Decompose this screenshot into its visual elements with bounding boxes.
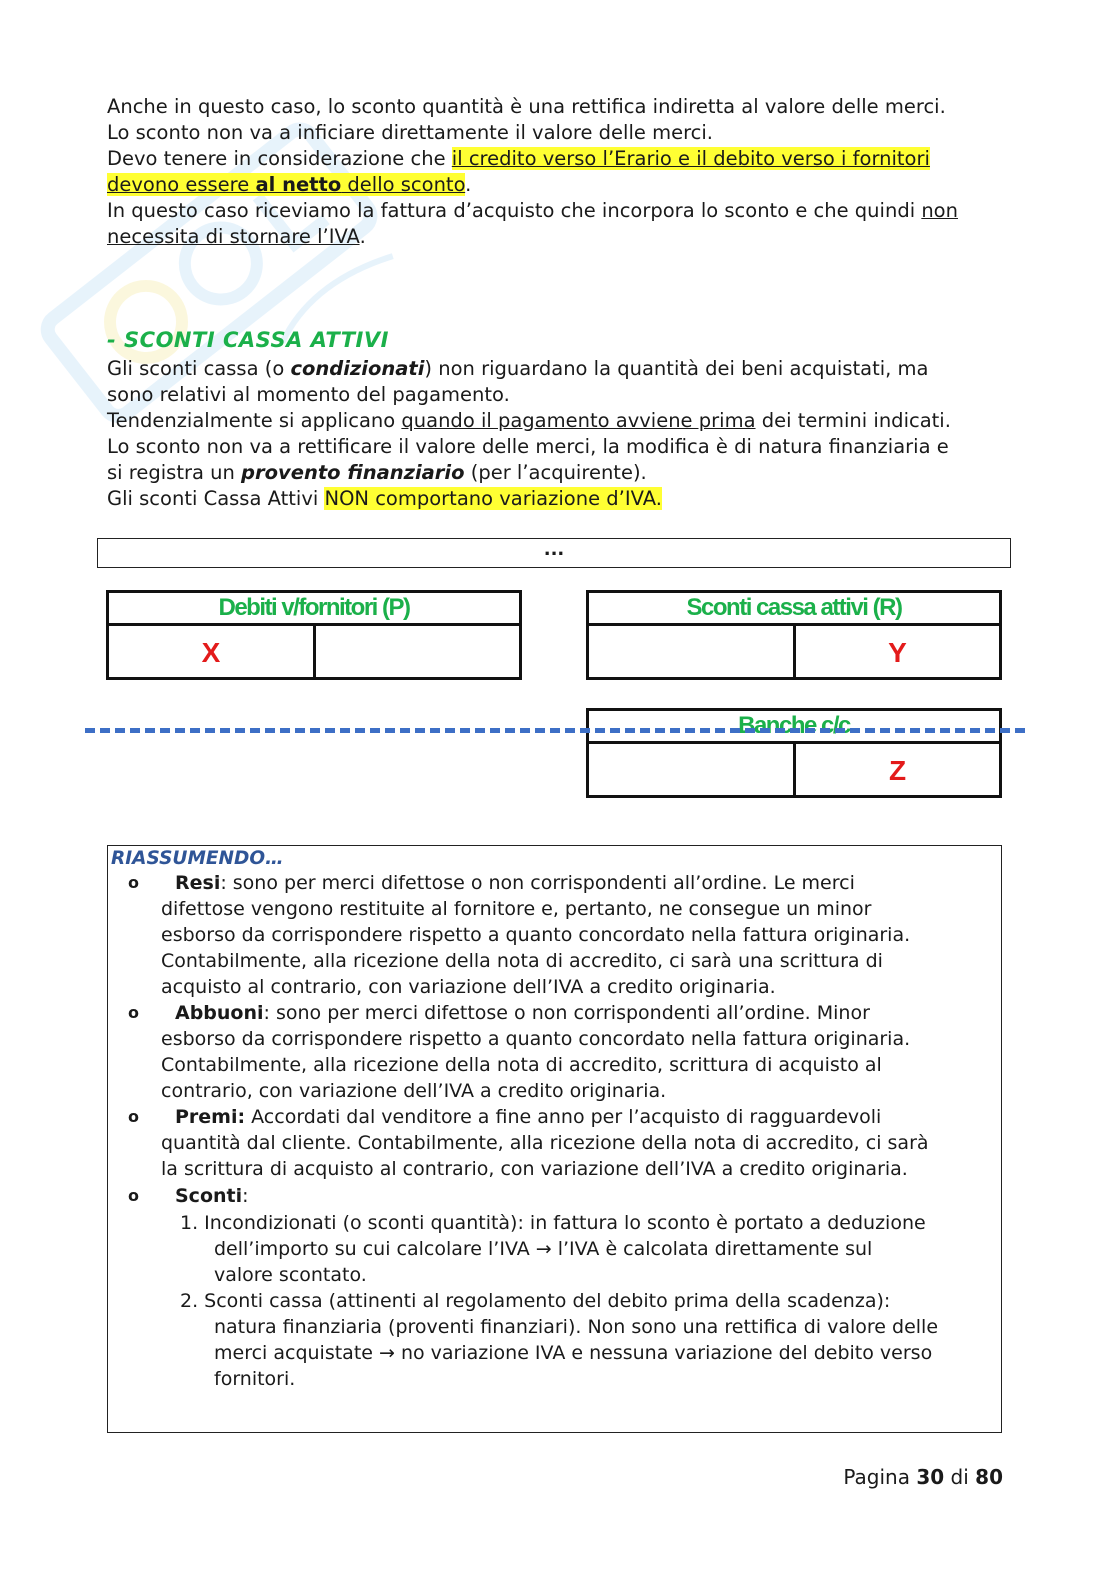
section-heading: - SCONTI CASSA ATTIVI <box>107 328 389 352</box>
section-line-3-post: dei termini indicati. <box>755 409 951 432</box>
summary-item-sconti <box>161 1183 996 1209</box>
intro-line-6 <box>107 224 1007 250</box>
item-text: esborso da corrispondere rispetto a quanto concordato nella fattura originaria. <box>161 1028 911 1050</box>
intro-line-6-post: . <box>359 225 366 248</box>
t-account-credit: Z <box>793 741 1002 798</box>
summary-item-premi <box>161 1104 996 1182</box>
section-line-5-post: (per l’acquirente). <box>464 461 647 484</box>
item-text: quantità dal cliente. Contabilmente, alla ricezione della nota di accredito, ci sarà <box>161 1132 929 1154</box>
sub-text: 2. Sconti cassa (attinenti al regolamento del debito prima della scadenza): <box>180 1290 891 1312</box>
bullet-icon: o <box>128 873 139 892</box>
t-account-credit: Y <box>793 623 1002 680</box>
t-account-debiti-fornitori <box>106 590 522 683</box>
intro-line-6-underline: necessita di stornare l’IVA <box>107 225 360 248</box>
page-footer <box>843 1465 1003 1489</box>
dashed-separator <box>85 728 1025 733</box>
section-line-1 <box>107 356 1007 382</box>
summary-item-resi <box>161 870 996 1000</box>
item-text: Contabilmente, alla ricezione della nota di accredito, scrittura di acquisto al <box>161 1054 882 1076</box>
page-number: 30 <box>916 1465 945 1489</box>
t-account-banche <box>586 708 1002 801</box>
t-account-credit <box>313 623 522 680</box>
journal-entry-box <box>97 538 1011 568</box>
section-line-2: sono relativi al momento del pagamento. <box>107 383 510 406</box>
item-text: Contabilmente, alla ricezione della nota di accredito, ci sarà una scrittura di <box>161 950 883 972</box>
intro-line-4-post: . <box>465 173 472 196</box>
item-text: : <box>242 1185 249 1207</box>
bullet-icon: o <box>128 1186 139 1205</box>
sub-text: natura finanziaria (proventi finanziari). Non sono una rettifica di valore delle <box>214 1316 939 1338</box>
item-label: Sconti <box>175 1185 243 1207</box>
t-account-sconti-cassa <box>586 590 1002 683</box>
section-line-4: Lo sconto non va a rettificare il valore delle merci, la modifica è di natura finanziaria e <box>107 435 949 458</box>
sub-text: fornitori. <box>214 1368 296 1390</box>
intro-line-2: Lo sconto non va a inficiare direttamente il valore delle merci. <box>107 121 714 144</box>
sconti-sub-1 <box>180 1210 1000 1288</box>
sub-text: merci acquistate → no variazione IVA e nessuna variazione del debito verso <box>214 1342 933 1364</box>
item-text: : sono per merci difettose o non corrispondenti all’ordine. Le merci <box>220 872 855 894</box>
summary-item-abbuoni <box>161 1000 996 1104</box>
t-account-debit <box>586 623 796 680</box>
t-account-debit <box>586 741 796 798</box>
item-text: difettose vengono restituite al fornitore e, pertanto, ne consegue un minor <box>161 898 872 920</box>
highlight-netto <box>107 173 465 196</box>
summary-box <box>107 845 1002 1433</box>
bullet-icon: o <box>128 1003 139 1022</box>
intro-line-3-text: Devo tenere in considerazione che <box>107 147 452 170</box>
section-line-1-post: ) non riguardano la quantità dei beni acquistati, ma <box>424 357 929 380</box>
section-line-3-underline: quando il pagamento avviene prima <box>401 409 756 432</box>
t-account-debit: X <box>106 623 316 680</box>
item-text: esborso da corrispondere rispetto a quanto concordato nella fattura originaria. <box>161 924 911 946</box>
sconti-sub-2 <box>180 1288 1000 1392</box>
section-line-1-emph: condizionati <box>290 357 425 380</box>
intro-line-5 <box>107 198 1007 224</box>
section-line-6 <box>107 486 1007 512</box>
section-line-5 <box>107 460 1007 486</box>
journal-placeholder: ... <box>543 539 565 560</box>
highlight-no-iva: NON comportano variazione d’IVA. <box>324 487 662 510</box>
intro-line-4-b: dello sconto <box>341 173 466 196</box>
intro-line-4-a: devono essere <box>107 173 256 196</box>
page-total: 80 <box>975 1465 1003 1489</box>
section-line-3-pre: Tendenzialmente si applicano <box>107 409 402 432</box>
item-label: Abbuoni <box>175 1002 264 1024</box>
section-line-6-pre: Gli sconti Cassa Attivi <box>107 487 325 510</box>
t-account-title: Banche c/c <box>586 708 1002 744</box>
highlight-credito-debito: il credito verso l’Erario e il debito verso i fornitori <box>451 147 930 170</box>
section-line-3 <box>107 408 1007 434</box>
summary-title: RIASSUMENDO… <box>111 848 284 869</box>
sub-text: 1. Incondizionati (o sconti quantità): in fattura lo sconto è portato a deduzione <box>180 1212 926 1234</box>
intro-line-1: Anche in questo caso, lo sconto quantità è una rettifica indiretta al valore delle merci. <box>107 95 946 118</box>
item-text: : sono per merci difettose o non corrispondenti all’ordine. Minor <box>263 1002 870 1024</box>
bullet-icon: o <box>128 1107 139 1126</box>
item-label: Premi: <box>175 1106 246 1128</box>
t-account-title: Sconti cassa attivi (R) <box>586 590 1002 626</box>
t-account-title: Debiti v/fornitori (P) <box>106 590 522 626</box>
intro-line-5-underline: non <box>921 199 958 222</box>
section-line-5-emph: provento finanziario <box>241 461 465 484</box>
item-label: Resi <box>175 872 221 894</box>
item-text: la scrittura di acquisto al contrario, con variazione dell’IVA a credito originaria. <box>161 1158 908 1180</box>
item-text: contrario, con variazione dell’IVA a credito originaria. <box>161 1080 667 1102</box>
sub-text: dell’importo su cui calcolare l’IVA → l’IVA è calcolata direttamente sul <box>214 1238 873 1260</box>
intro-line-5-text: In questo caso riceviamo la fattura d’acquisto che incorpora lo sconto e che quindi <box>107 199 922 222</box>
item-text: Accordati dal venditore a fine anno per l’acquisto di ragguardevoli <box>245 1106 882 1128</box>
section-line-1-pre: Gli sconti cassa (o <box>107 357 291 380</box>
section-line-5-pre: si registra un <box>107 461 242 484</box>
intro-line-3 <box>107 146 1007 172</box>
item-text: acquisto al contrario, con variazione dell’IVA a credito originaria. <box>161 976 776 998</box>
sub-text: valore scontato. <box>214 1264 367 1286</box>
intro-line-4 <box>107 172 1007 198</box>
footer-prefix: Pagina <box>843 1465 917 1489</box>
intro-line-4-bold: al netto <box>255 173 342 196</box>
footer-sep: di <box>944 1465 976 1489</box>
